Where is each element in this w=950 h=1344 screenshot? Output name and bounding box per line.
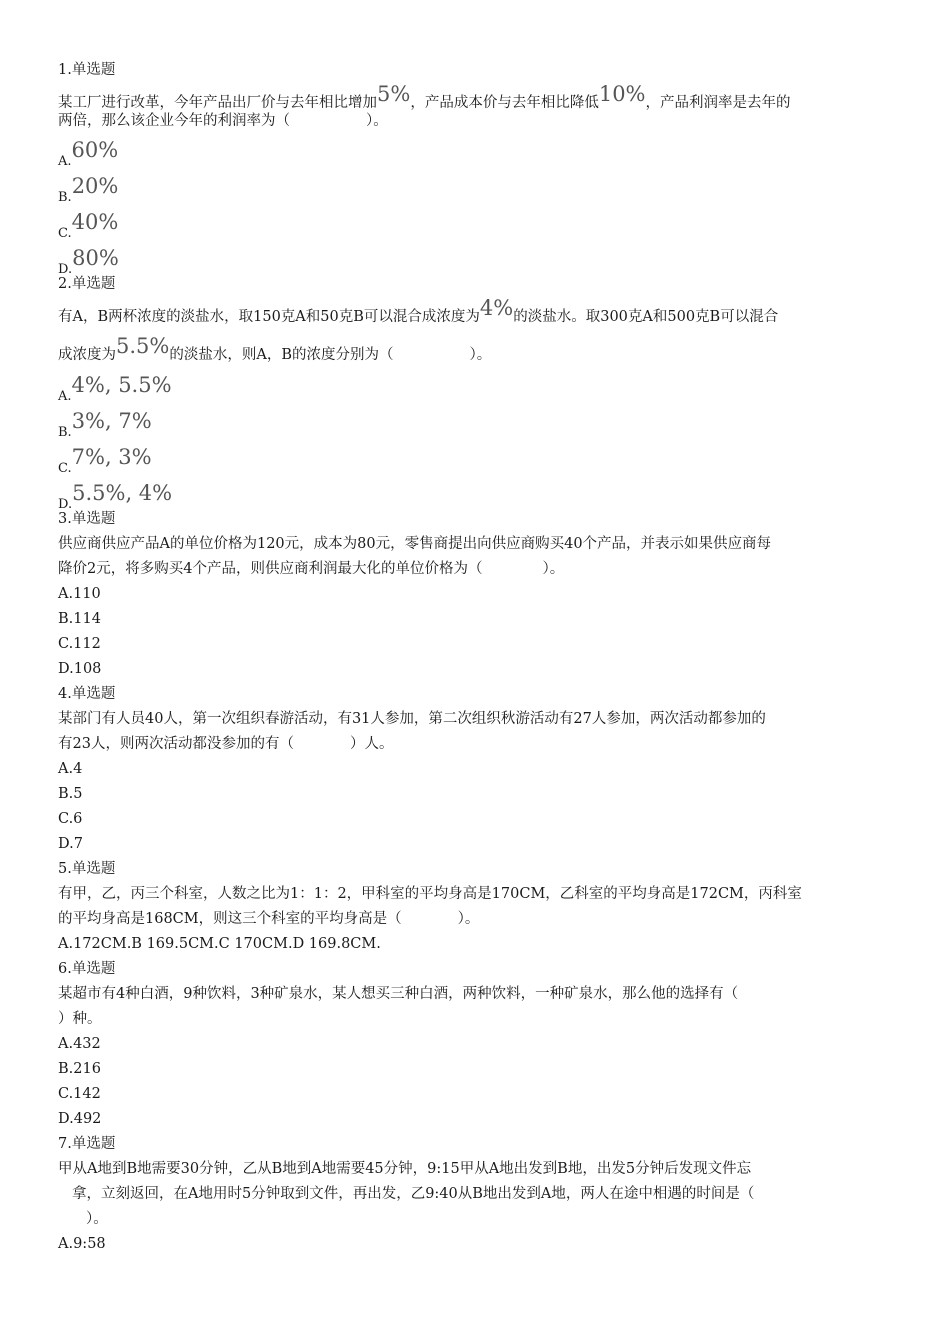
option-value: 20% (71, 174, 119, 198)
option-value: 7%, 3% (71, 445, 152, 469)
q1-option-d[interactable] (58, 242, 898, 277)
q1-math-10pct: 10% (598, 82, 646, 106)
question-7-header: 7.单选题 (58, 1136, 116, 1152)
question-1-header: 1.单选题 (58, 62, 116, 78)
question-6-stem-line-1: 某超市有4种白酒，9种饮料，3种矿泉水，某人想买三种白酒，两种饮料，一种矿泉水，那么他的选择有（ (58, 986, 739, 1002)
q3-option-d[interactable]: D.108 (58, 661, 102, 677)
q6-option-d[interactable]: D.492 (58, 1111, 102, 1127)
q4-option-d[interactable]: D.7 (58, 836, 83, 852)
q4-option-b[interactable]: B.5 (58, 786, 83, 802)
q1-stem-text: ，产品利润率是去年的 (645, 95, 791, 111)
q7-option-a[interactable]: A.9:58 (58, 1236, 106, 1252)
q2-stem-text: 的淡盐水，则A，B的浓度分别为（ (169, 347, 394, 363)
question-7-stem-line-3: ）。 (86, 1211, 108, 1227)
q2-stem-text: 成浓度为 (58, 347, 116, 363)
q5-stem-text: 的平均身高是168CM，则这三个科室的平均身高是（ (58, 911, 402, 927)
question-4-stem-line-2 (58, 732, 898, 757)
q1-option-a[interactable] (58, 134, 898, 170)
q2-option-c[interactable] (58, 441, 898, 477)
q5-options-line[interactable]: A.172CM.B 169.5CM.C 170CM.D 169.8CM. (58, 936, 381, 952)
question-2-stem-line-2 (58, 335, 898, 369)
q3-stem-text: ）。 (542, 561, 565, 577)
q6-option-b[interactable]: B.216 (58, 1061, 101, 1077)
option-value: 40% (71, 210, 119, 234)
q5-stem-text: ）。 (457, 911, 480, 927)
q4-option-a[interactable]: A.4 (58, 761, 83, 777)
question-7-stem-line-1: 甲从A地到B地需要30分钟，乙从B地到A地需要45分钟，9:15甲从A地出发到B地，出发5分钟后发现文件忘 (58, 1161, 752, 1177)
question-2-stem-line-1 (58, 297, 898, 335)
q2-stem-text: ）。 (469, 347, 492, 363)
exam-page (58, 58, 898, 1257)
question-6-header: 6.单选题 (58, 961, 116, 977)
q1-option-b[interactable] (58, 170, 898, 206)
q3-option-c[interactable]: C.112 (58, 636, 101, 652)
option-label: B. (58, 425, 72, 440)
question-6-stem-line-2: ）种。 (58, 1011, 102, 1027)
option-label: D. (58, 497, 73, 512)
option-value: 4%, 5.5% (71, 373, 172, 397)
q2-stem-text: 有A，B两杯浓度的淡盐水，取150克A和50克B可以混合成浓度为 (58, 309, 480, 325)
question-7-stem-line-2: 拿，立刻返回，在A地用时5分钟取到文件，再出发，乙9:40从B地出发到A地，两人在途中相遇的时间是（ (72, 1186, 755, 1202)
q2-math-5-5pct: 5.5% (116, 334, 170, 358)
q2-math-4pct: 4% (479, 296, 514, 320)
q4-option-c[interactable]: C.6 (58, 811, 83, 827)
q6-option-a[interactable]: A.432 (58, 1036, 101, 1052)
q3-option-b[interactable]: B.114 (58, 611, 101, 627)
q1-stem-text: ，产品成本价与去年相比降低 (410, 95, 599, 111)
q1-math-5pct: 5% (377, 82, 411, 106)
question-5-stem-line-2 (58, 907, 898, 932)
option-label: A. (58, 154, 72, 169)
q1-stem-text: ）。 (366, 113, 388, 129)
q1-option-c[interactable] (58, 206, 898, 242)
question-3-stem-line-2 (58, 557, 898, 582)
q1-stem-text: 两倍，那么该企业今年的利润率为（ (58, 113, 290, 129)
option-label: B. (58, 190, 72, 205)
q2-stem-text: 的淡盐水。取300克A和500克B可以混合 (513, 309, 779, 325)
q1-stem-text: 某工厂进行改革，今年产品出厂价与去年相比增加 (58, 95, 377, 111)
q4-stem-text: 有23人，则两次活动都没参加的有（ (58, 736, 294, 752)
question-3-stem-line-1: 供应商供应产品A的单位价格为120元，成本为80元，零售商提出向供应商购买40个产品，并表示如果供应商每 (58, 536, 772, 552)
question-5-stem-line-1: 有甲，乙，丙三个科室，人数之比为1：1：2，甲科室的平均身高是170CM，乙科室的平均身高是172CM，丙科室 (58, 886, 802, 902)
q4-stem-text: ）人。 (349, 736, 394, 752)
question-4-stem-line-1: 某部门有人员40人，第一次组织春游活动，有31人参加，第二次组织秋游活动有27人参加，两次活动都参加的 (58, 711, 766, 727)
q2-option-a[interactable] (58, 369, 898, 405)
question-2-header: 2.单选题 (58, 276, 116, 292)
option-value: 60% (71, 138, 119, 162)
q2-option-d[interactable] (58, 477, 898, 512)
q2-option-b[interactable] (58, 405, 898, 441)
option-label: D. (58, 262, 73, 277)
question-3-header: 3.单选题 (58, 511, 116, 527)
option-value: 5.5%, 4% (72, 481, 173, 505)
question-4-header: 4.单选题 (58, 686, 116, 702)
option-value: 3%, 7% (71, 409, 152, 433)
q3-option-a[interactable]: A.110 (58, 586, 101, 602)
q3-stem-text: 降价2元，将多购买4个产品，则供应商利润最大化的单位价格为（ (58, 561, 483, 577)
option-label: C. (58, 461, 72, 476)
option-label: A. (58, 389, 72, 404)
option-label: C. (58, 226, 72, 241)
q6-option-c[interactable]: C.142 (58, 1086, 101, 1102)
option-value: 80% (72, 246, 119, 270)
question-5-header: 5.单选题 (58, 861, 116, 877)
